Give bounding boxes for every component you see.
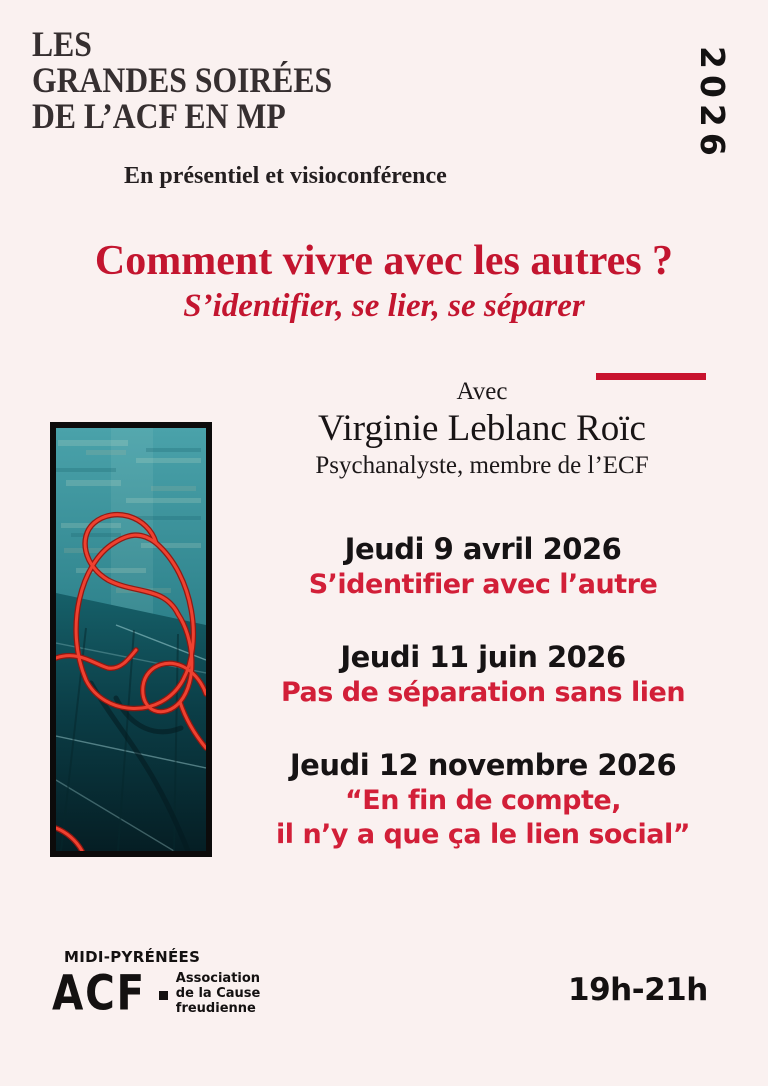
acf-logo-acronym: ACF	[52, 964, 146, 1022]
session-date: Jeudi 9 avril 2026	[344, 532, 622, 566]
session-theme: Pas de séparation sans lien	[280, 677, 686, 708]
series-title	[32, 26, 373, 134]
cable-knot-photo	[50, 422, 212, 857]
session-item	[232, 638, 734, 710]
speaker-role: Psychanalyste, membre de l’ECF	[315, 452, 649, 479]
acf-logo-name-line: freudienne	[175, 1000, 256, 1016]
session-item	[232, 530, 734, 602]
speaker-intro: Avec	[456, 378, 508, 405]
session-theme-line: “En fin de compte,	[345, 785, 621, 816]
acf-logo-dot	[159, 991, 168, 1000]
session-date: Jeudi 12 novembre 2026	[289, 748, 677, 782]
speaker-block	[232, 378, 732, 480]
acf-logo-row	[52, 964, 261, 1022]
session-item	[232, 746, 734, 852]
subtitle: S’identifier, se lier, se séparer	[183, 288, 585, 324]
session-theme: S’identifier avec l’autre	[308, 569, 658, 600]
acf-logo-name	[176, 971, 261, 1016]
speaker-name: Virginie Leblanc Roïc	[318, 408, 646, 449]
acf-logo-name-line: Association	[175, 970, 261, 986]
sessions-list	[232, 530, 734, 888]
series-title-line: DE L’ACF EN MP	[32, 96, 286, 136]
acf-logo	[52, 948, 261, 1022]
time-range-label: 19h-21h	[568, 972, 708, 1008]
session-theme-line: il n’y a que ça le lien social”	[276, 819, 690, 850]
cable-knot-illustration	[56, 428, 206, 851]
main-title: Comment vivre avec les autres ?	[94, 238, 674, 284]
acf-logo-name-line: de la Cause	[175, 985, 261, 1001]
acf-logo-region: MIDI-PYRÉNÉES	[64, 948, 201, 966]
session-date: Jeudi 11 juin 2026	[340, 640, 626, 674]
series-title-line: LES	[32, 24, 92, 64]
vertical-year-label: 2026	[693, 46, 732, 162]
series-title-line: GRANDES SOIRÉES	[32, 60, 333, 100]
attendance-mode-line: En présentiel et visioconférence	[124, 163, 447, 189]
